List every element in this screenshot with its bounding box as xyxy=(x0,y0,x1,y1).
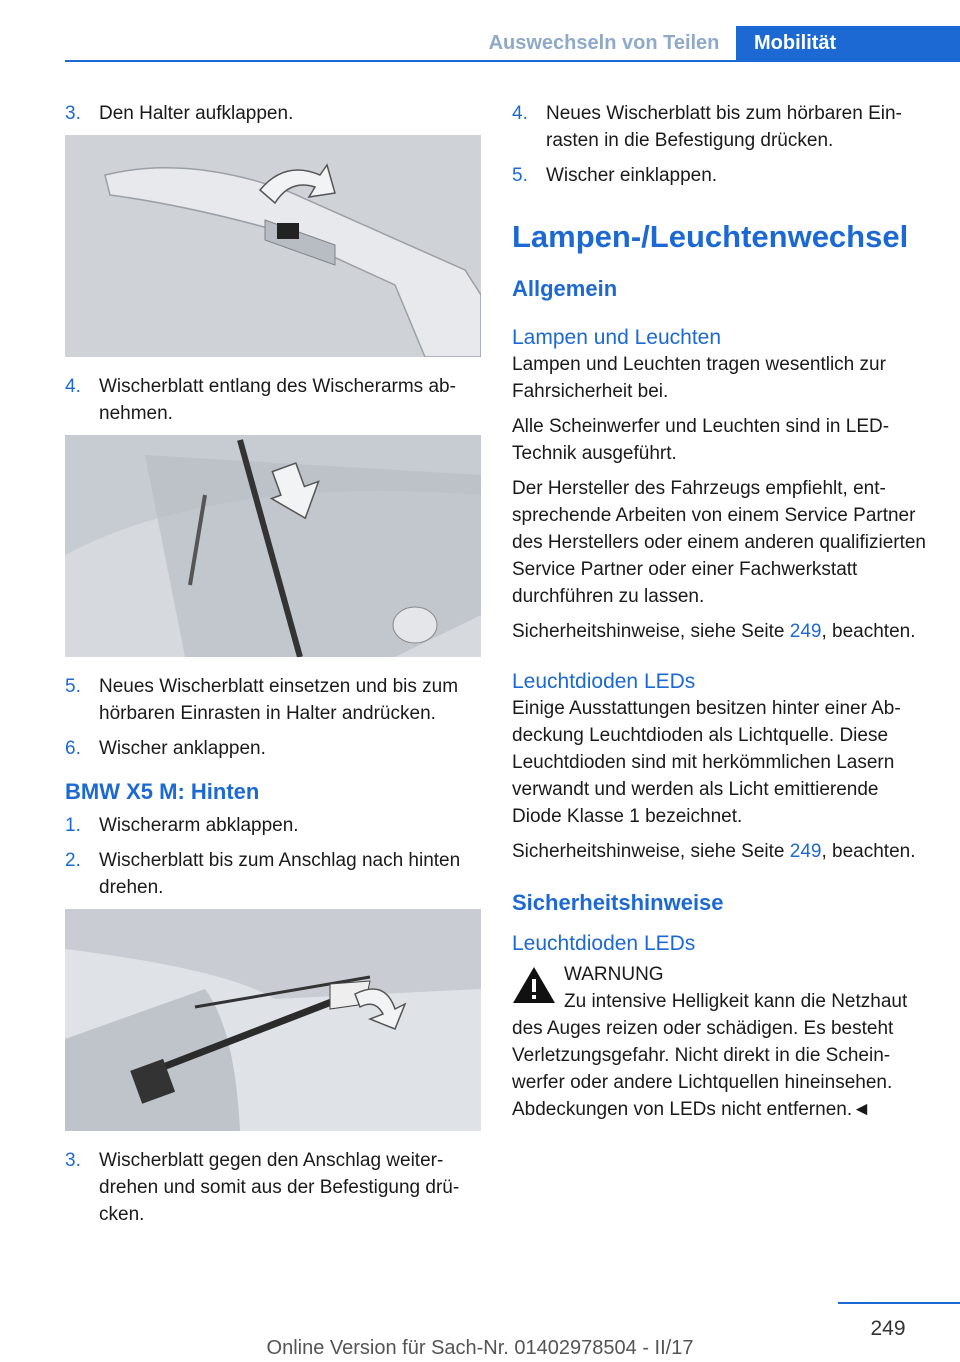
footer-rule xyxy=(838,1302,960,1304)
figure-rear-wiper xyxy=(65,909,481,1131)
step-text: Neues Wischerblatt einsetzen und bis zum hörbaren Einrasten in Halter andrücken. xyxy=(99,676,459,724)
step-number: 4. xyxy=(512,103,528,124)
page-link[interactable]: 249 xyxy=(789,621,822,642)
step-text: Den Halter aufklappen. xyxy=(99,103,294,124)
paragraph-safety-ref xyxy=(512,618,930,645)
step-item xyxy=(65,735,481,762)
section-heading: BMW X5 M: Hinten xyxy=(65,779,260,804)
step-number: 3. xyxy=(65,103,81,124)
warning-title: WARNUNG xyxy=(564,964,664,985)
step-text: Wischerblatt entlang des Wischerarms abnehmen. xyxy=(99,376,456,424)
step-text: Wischer anklappen. xyxy=(99,738,266,759)
warning-triangle-icon xyxy=(512,965,556,1005)
section-heading: Sicherheitshinweise xyxy=(512,890,724,915)
step-text: Neues Wischerblatt bis zum hörbaren Einrasten in die Befestigung drücken. xyxy=(546,103,902,151)
step-text: Wischerblatt bis zum Anschlag nach hinten drehen. xyxy=(99,850,461,898)
step-number: 6. xyxy=(65,738,81,759)
warning-text-content: Zu intensive Helligkeit kann die Netzhaut des Auges reizen oder schädigen. Es besteht Verletzungsgefahr. Nicht direkt in die Scheinwerfer oder andere Lichtquellen hineinsehen. Abdeckungen von LEDs nicht entfernen.◄ xyxy=(512,991,908,1120)
ref-text: , beachten. xyxy=(821,841,916,862)
step-text: Wischerblatt gegen den Anschlag weiterdrehen und somit aus der Befestigung drücken. xyxy=(99,1150,460,1225)
step-number: 2. xyxy=(65,850,81,871)
paragraph: Lampen und Leuchten tragen wesentlich zur Fahrsicherheit bei. xyxy=(512,354,886,402)
header-chapter-label: Mobilität xyxy=(754,32,837,54)
paragraph: Einige Ausstattungen besitzen hinter einer Abdeckung Leuchtdioden als Lichtquelle. Diese Leuchtdioden sind mit herkömmlichen Lasern verwandt und werden als Licht emittierende Diode Klasse 1 bezeichnet. xyxy=(512,698,901,827)
ref-text: Sicherheitshinweise, siehe Seite xyxy=(512,621,790,642)
subsection-heading: Leuchtdioden LEDs xyxy=(512,670,696,693)
step-item xyxy=(65,847,481,901)
paragraph: Alle Scheinwerfer und Leuchten sind in LED-Technik ausgeführt. xyxy=(512,416,890,464)
ref-text: Sicherheitshinweise, siehe Seite xyxy=(512,841,790,862)
step-item xyxy=(65,673,481,727)
ref-text: , beachten. xyxy=(821,621,916,642)
section-heading: Allgemein xyxy=(512,276,618,301)
warning-text xyxy=(512,988,930,1123)
step-number: 1. xyxy=(65,815,81,836)
paragraph: Der Hersteller des Fahrzeugs empfiehlt, entsprechende Arbeiten von einem Service Partner des Herstellers oder einem anderen qualifizierten Service Partner oder einer Fachwerkstatt durchführen zu lassen. xyxy=(512,478,927,607)
page-number: 249 xyxy=(870,1317,906,1340)
warning-box xyxy=(512,961,930,1123)
step-number: 3. xyxy=(65,1150,81,1171)
step-item xyxy=(65,812,481,839)
page-link[interactable]: 249 xyxy=(789,841,822,862)
header-rule xyxy=(65,60,960,62)
subsection-heading: Leuchtdioden LEDs xyxy=(512,932,696,955)
header-chapter-tab xyxy=(736,26,960,62)
subsection-heading: Lampen und Leuchten xyxy=(512,326,722,349)
chapter-title: Lampen-/Leuchtenwechsel xyxy=(512,219,909,254)
right-column xyxy=(512,100,930,1123)
step-item xyxy=(65,100,481,127)
online-version-note: Online Version für Sach-Nr. 01402978504 - II/17 xyxy=(266,1337,694,1359)
header-section-title: Auswechseln von Teilen xyxy=(488,32,720,54)
step-item xyxy=(65,1147,481,1228)
step-number: 5. xyxy=(65,676,81,697)
left-column xyxy=(65,100,481,1236)
step-number: 4. xyxy=(65,376,81,397)
step-item xyxy=(512,162,930,189)
step-item xyxy=(512,100,930,154)
step-item xyxy=(65,373,481,427)
paragraph-safety-ref xyxy=(512,838,930,865)
figure-wiper-blade-removal xyxy=(65,435,481,657)
step-text: Wischerarm abklappen. xyxy=(99,815,299,836)
figure-wiper-holder xyxy=(65,135,481,357)
step-text: Wischer einklappen. xyxy=(546,165,718,186)
step-number: 5. xyxy=(512,165,528,186)
